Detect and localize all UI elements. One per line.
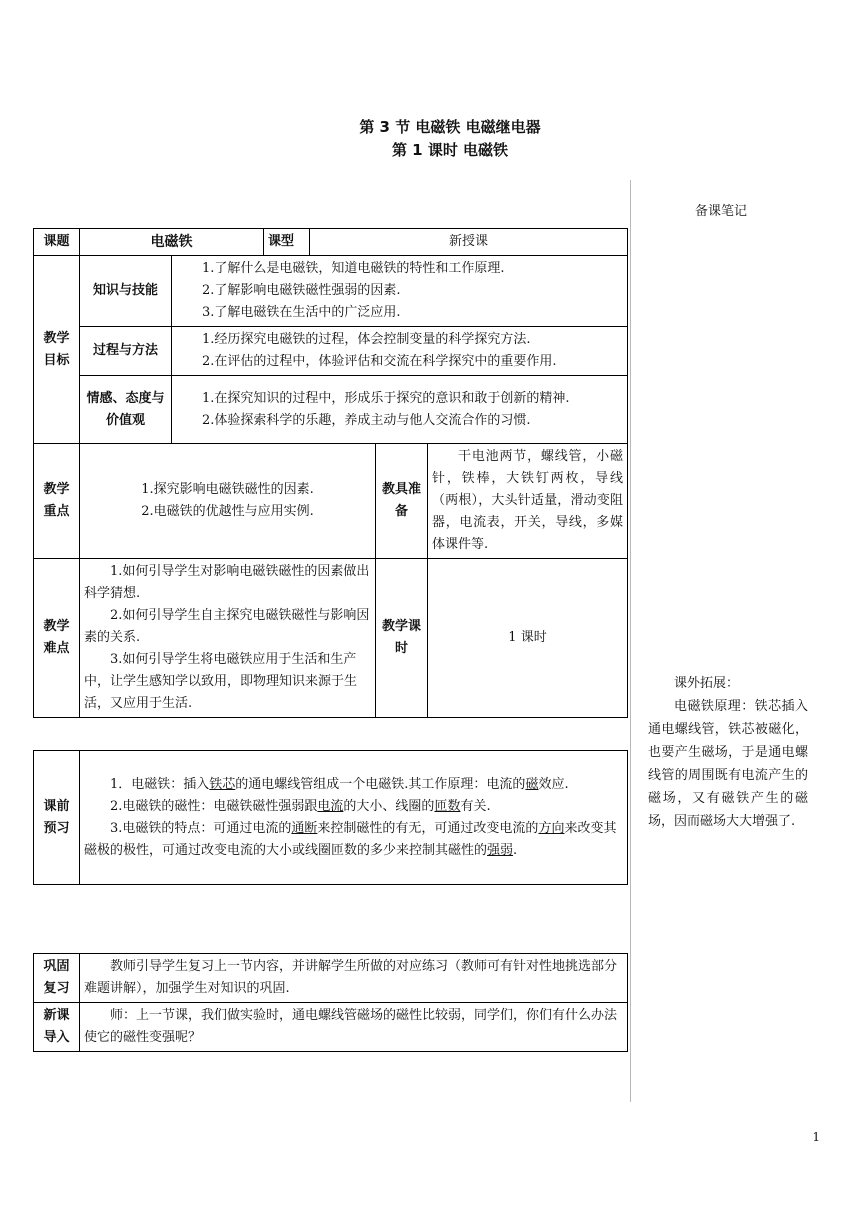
intro-label: 新课导入: [34, 1003, 80, 1052]
review-label: 巩固复习: [34, 954, 80, 1003]
goals-label: 教学目标: [34, 256, 80, 444]
extension-note: [648, 672, 808, 833]
review-content: 教师引导学生复习上一节内容，并讲解学生所做的对应练习（教师可有针对性地挑选部分难题讲解），加强学生对知识的巩固.: [80, 954, 628, 1003]
notes-column-divider: [630, 180, 631, 1102]
goal-knowledge-label: 知识与技能: [80, 256, 172, 327]
goal-knowledge-item: 2.了解影响电磁铁磁性强弱的因素.: [202, 283, 401, 298]
answer-blank: 方向: [538, 820, 565, 836]
goal-attitude-item: 1.在探究知识的过程中，形成乐于探究的意识和敢于创新的精神.: [202, 390, 570, 406]
topic-value: 电磁铁: [80, 229, 264, 256]
answer-blank: 通断: [291, 820, 318, 836]
hours-label: 教学课时: [376, 559, 428, 718]
review-intro-table: [33, 953, 628, 1052]
topic-label: 课题: [34, 229, 80, 256]
preview-content: [80, 751, 628, 885]
goal-attitude-item: 2.体验探索科学的乐趣，养成主动与他人交流合作的习惯.: [202, 412, 531, 428]
extension-text: 电磁铁原理：铁芯插入通电螺线管，铁芯被磁化，也要产生磁场，于是通电螺线管的周围既有电流产生的磁场，又有磁铁产生的磁场，因而磁场大大增强了.: [648, 699, 808, 829]
goal-knowledge-content: [172, 256, 628, 327]
key-point-item: 1.探究影响电磁铁磁性的因素.: [141, 482, 314, 497]
notes-heading: 备课笔记: [695, 204, 748, 219]
page-subtitle: 第 1 课时 电磁铁: [391, 141, 509, 159]
goal-process-item: 1.经历探究电磁铁的过程，体会控制变量的科学探究方法.: [202, 332, 531, 347]
goal-process-item: 2.在评估的过程中，体验评估和交流在科学探究中的重要作用.: [202, 354, 557, 369]
key-points-content: [80, 444, 376, 559]
hours-value: 1 课时: [428, 559, 628, 718]
type-value: 新授课: [310, 229, 628, 256]
difficulty-item: 3.如何引导学生将电磁铁应用于生活和生产中，让学生感知学以致用，即物理知识来源于生活，又应用于生活.: [84, 652, 358, 711]
equipment-content: 干电池两节，螺线管，小磁针，铁棒，大铁钉两枚，导线（两根），大头针适量，滑动变阻器，电流表，开关，导线，多媒体课件等.: [428, 444, 628, 559]
key-point-item: 2.电磁铁的优越性与应用实例.: [141, 504, 314, 519]
goal-attitude-label: 情感、态度与价值观: [80, 376, 172, 444]
answer-blank: 匝数: [434, 798, 461, 814]
difficulty-item: 2.如何引导学生自主探究电磁铁磁性与影响因素的关系.: [84, 608, 370, 645]
answer-blank: 铁芯: [209, 776, 236, 792]
difficulty-item: 1.如何引导学生对影响电磁铁磁性的因素做出科学猜想.: [84, 564, 370, 601]
difficulty-label: 教学难点: [34, 559, 80, 718]
page-number: 1: [812, 1130, 820, 1144]
equipment-label: 教具准备: [376, 444, 428, 559]
goal-process-content: [172, 327, 628, 376]
goal-process-label: 过程与方法: [80, 327, 172, 376]
extension-label: 课外拓展：: [674, 676, 740, 691]
answer-blank: 强弱: [487, 842, 514, 858]
preview-item-3: 3.电磁铁的特点：可通过电流的通断来控制磁性的有无，可通过改变电流的方向来改变其磁极的极性，可通过改变电流的大小或线圈匝数的多少来控制其磁性的强弱.: [84, 820, 617, 858]
type-label: 课型: [264, 229, 310, 256]
preview-item-2: 2.电磁铁的磁性：电磁铁磁性强弱跟电流的大小、线圈的匝数有关.: [110, 798, 491, 814]
difficulty-content: [80, 559, 376, 718]
goal-knowledge-item: 1.了解什么是电磁铁，知道电磁铁的特性和工作原理.: [202, 261, 505, 276]
lesson-plan-table: [33, 228, 628, 718]
key-points-label: 教学重点: [34, 444, 80, 559]
page-title: 第 3 节 电磁铁 电磁继电器: [359, 118, 541, 136]
answer-blank: 电流: [317, 798, 344, 814]
answer-blank: 磁: [525, 776, 539, 792]
preview-label: 课前预习: [34, 751, 80, 885]
goal-knowledge-item: 3.了解电磁铁在生活中的广泛应用.: [202, 305, 401, 320]
preview-item-1: 1．电磁铁：插入铁芯的通电螺线管组成一个电磁铁.其工作原理：电流的磁效应.: [110, 776, 569, 792]
goal-attitude-content: [172, 376, 628, 444]
intro-content: 师：上一节课，我们做实验时，通电螺线管磁场的磁性比较弱，同学们，你们有什么办法使它的磁性变强呢？: [80, 1003, 628, 1052]
preview-table: [33, 750, 628, 885]
